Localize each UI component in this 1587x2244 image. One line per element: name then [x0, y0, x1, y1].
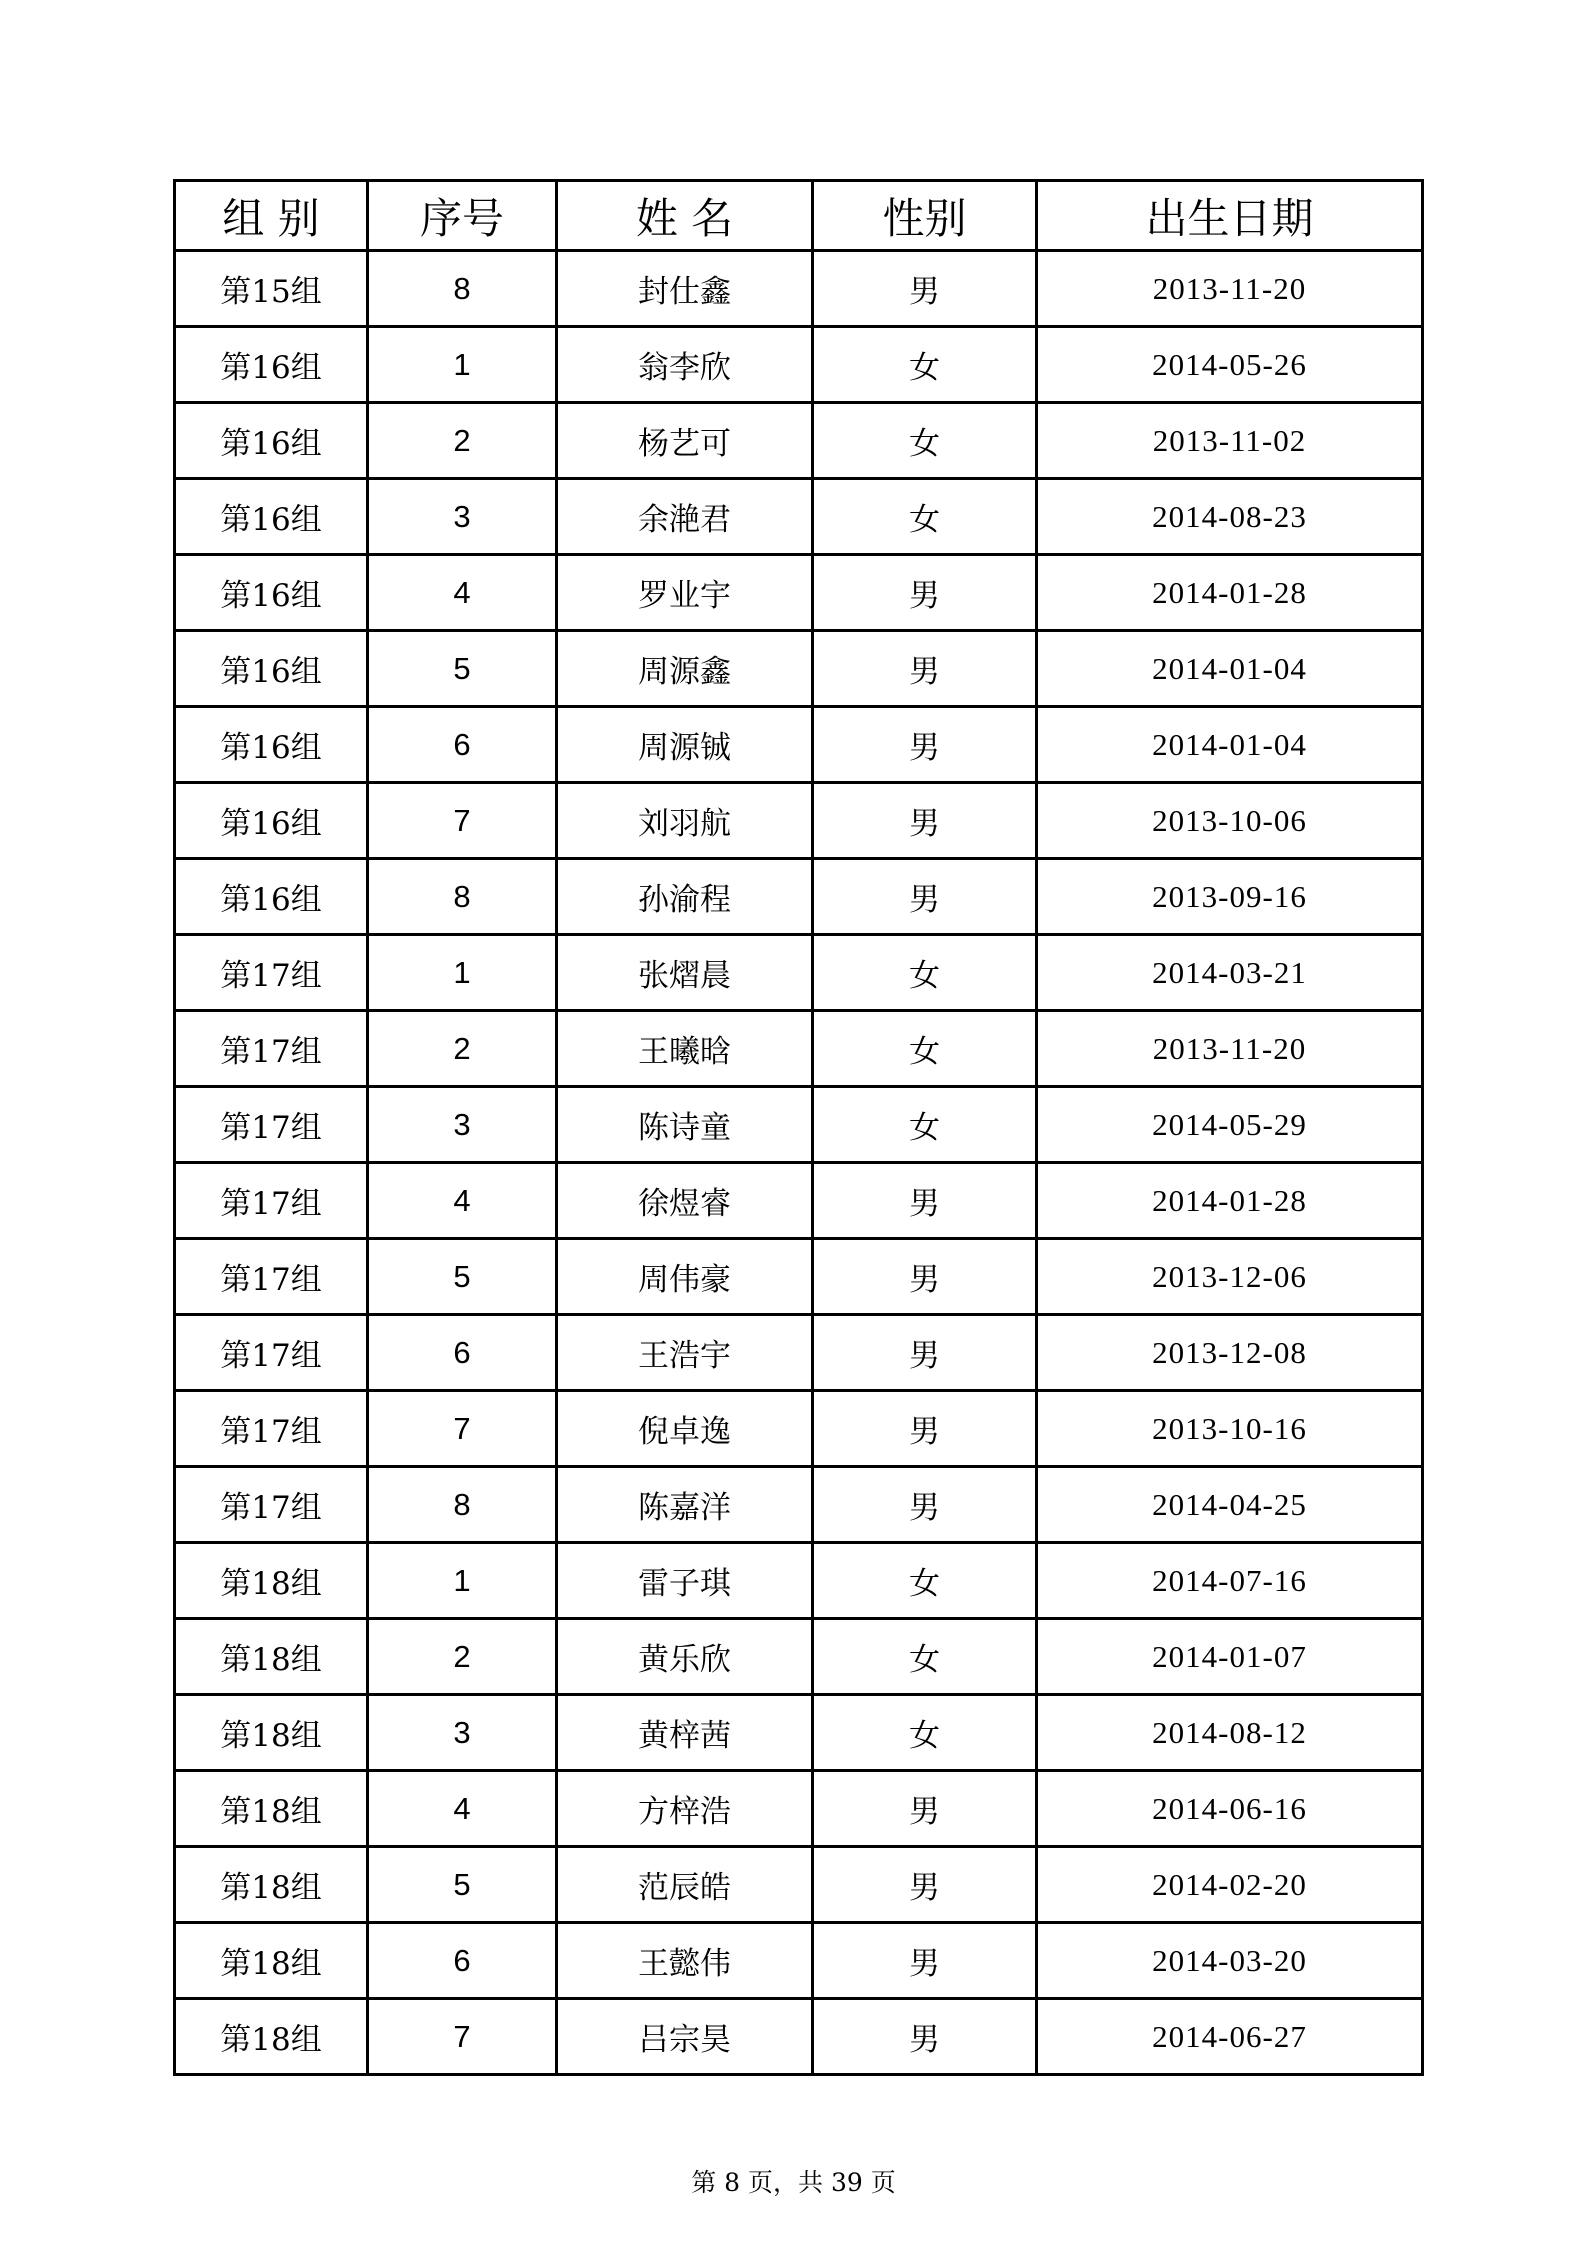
cell-seq: 7 [368, 1391, 557, 1467]
cell-birth-date: 2014-01-04 [1037, 631, 1423, 707]
cell-group: 第16组 [175, 403, 368, 479]
cell-name: 张熠晨 [557, 935, 813, 1011]
cell-name: 陈诗童 [557, 1087, 813, 1163]
cell-group: 第16组 [175, 631, 368, 707]
table-body [175, 251, 1423, 2075]
cell-group: 第15组 [175, 251, 368, 327]
cell-gender: 男 [813, 251, 1037, 327]
cell-gender: 女 [813, 1011, 1037, 1087]
cell-birth-date: 2013-09-16 [1037, 859, 1423, 935]
table-row [175, 859, 1423, 935]
table-row [175, 1771, 1423, 1847]
cell-birth-date: 2014-01-07 [1037, 1619, 1423, 1695]
cell-birth-date: 2014-08-12 [1037, 1695, 1423, 1771]
table-row [175, 1163, 1423, 1239]
table-row [175, 935, 1423, 1011]
cell-name: 黄乐欣 [557, 1619, 813, 1695]
cell-birth-date: 2013-10-16 [1037, 1391, 1423, 1467]
cell-seq: 3 [368, 1695, 557, 1771]
cell-birth-date: 2014-04-25 [1037, 1467, 1423, 1543]
cell-seq: 3 [368, 479, 557, 555]
table-row [175, 1619, 1423, 1695]
cell-seq: 5 [368, 1847, 557, 1923]
cell-seq: 2 [368, 1619, 557, 1695]
cell-seq: 4 [368, 555, 557, 631]
cell-gender: 男 [813, 1847, 1037, 1923]
cell-gender: 男 [813, 555, 1037, 631]
cell-gender: 女 [813, 479, 1037, 555]
cell-birth-date: 2013-12-08 [1037, 1315, 1423, 1391]
cell-name: 周伟豪 [557, 1239, 813, 1315]
cell-name: 王浩宇 [557, 1315, 813, 1391]
cell-name: 雷子琪 [557, 1543, 813, 1619]
cell-group: 第16组 [175, 783, 368, 859]
table-row [175, 1999, 1423, 2075]
cell-name: 刘羽航 [557, 783, 813, 859]
cell-group: 第17组 [175, 1467, 368, 1543]
cell-birth-date: 2014-03-20 [1037, 1923, 1423, 1999]
cell-seq: 8 [368, 1467, 557, 1543]
cell-group: 第17组 [175, 1087, 368, 1163]
cell-name: 孙渝程 [557, 859, 813, 935]
cell-gender: 男 [813, 1923, 1037, 1999]
cell-name: 黄梓茜 [557, 1695, 813, 1771]
cell-group: 第16组 [175, 859, 368, 935]
cell-gender: 男 [813, 631, 1037, 707]
cell-birth-date: 2014-06-27 [1037, 1999, 1423, 2075]
cell-group: 第18组 [175, 1999, 368, 2075]
cell-gender: 女 [813, 1087, 1037, 1163]
cell-birth-date: 2013-10-06 [1037, 783, 1423, 859]
cell-birth-date: 2014-03-21 [1037, 935, 1423, 1011]
cell-gender: 女 [813, 327, 1037, 403]
cell-birth-date: 2014-05-26 [1037, 327, 1423, 403]
cell-seq: 8 [368, 859, 557, 935]
cell-seq: 4 [368, 1771, 557, 1847]
cell-seq: 1 [368, 1543, 557, 1619]
cell-gender: 女 [813, 1619, 1037, 1695]
cell-birth-date: 2014-08-23 [1037, 479, 1423, 555]
cell-birth-date: 2014-01-28 [1037, 1163, 1423, 1239]
header-seq: 序号 [368, 181, 557, 251]
cell-gender: 男 [813, 1999, 1037, 2075]
cell-gender: 男 [813, 1391, 1037, 1467]
cell-name: 倪卓逸 [557, 1391, 813, 1467]
table-row [175, 1315, 1423, 1391]
cell-name: 罗业宇 [557, 555, 813, 631]
table-row [175, 403, 1423, 479]
table-row [175, 631, 1423, 707]
table-row [175, 1011, 1423, 1087]
header-row [175, 181, 1423, 251]
cell-gender: 女 [813, 1543, 1037, 1619]
cell-birth-date: 2014-07-16 [1037, 1543, 1423, 1619]
cell-name: 王懿伟 [557, 1923, 813, 1999]
cell-birth-date: 2014-06-16 [1037, 1771, 1423, 1847]
table-row [175, 1923, 1423, 1999]
table-row [175, 555, 1423, 631]
table-row [175, 783, 1423, 859]
table-row [175, 251, 1423, 327]
page-footer: 第 8 页，共 39 页 [691, 2168, 896, 2197]
cell-gender: 男 [813, 707, 1037, 783]
cell-group: 第17组 [175, 935, 368, 1011]
cell-group: 第17组 [175, 1239, 368, 1315]
cell-name: 周源铖 [557, 707, 813, 783]
table-header [175, 181, 1423, 251]
cell-name: 徐煜睿 [557, 1163, 813, 1239]
cell-birth-date: 2013-11-20 [1037, 1011, 1423, 1087]
cell-name: 翁李欣 [557, 327, 813, 403]
cell-name: 余滟君 [557, 479, 813, 555]
cell-birth-date: 2014-02-20 [1037, 1847, 1423, 1923]
cell-name: 封仕鑫 [557, 251, 813, 327]
cell-group: 第17组 [175, 1163, 368, 1239]
cell-group: 第16组 [175, 707, 368, 783]
roster-table [173, 179, 1424, 2076]
cell-seq: 7 [368, 783, 557, 859]
cell-group: 第16组 [175, 555, 368, 631]
cell-birth-date: 2014-01-04 [1037, 707, 1423, 783]
table-row [175, 1391, 1423, 1467]
cell-birth-date: 2013-11-20 [1037, 251, 1423, 327]
cell-gender: 男 [813, 1239, 1037, 1315]
cell-group: 第16组 [175, 327, 368, 403]
cell-group: 第17组 [175, 1315, 368, 1391]
table-row [175, 1087, 1423, 1163]
header-birth-date: 出生日期 [1037, 181, 1423, 251]
cell-group: 第18组 [175, 1847, 368, 1923]
cell-birth-date: 2013-12-06 [1037, 1239, 1423, 1315]
cell-birth-date: 2014-01-28 [1037, 555, 1423, 631]
cell-seq: 2 [368, 1011, 557, 1087]
header-group: 组 别 [175, 181, 368, 251]
cell-group: 第18组 [175, 1923, 368, 1999]
cell-group: 第18组 [175, 1543, 368, 1619]
cell-gender: 男 [813, 1467, 1037, 1543]
cell-name: 王曦晗 [557, 1011, 813, 1087]
cell-seq: 7 [368, 1999, 557, 2075]
table-row [175, 1239, 1423, 1315]
cell-seq: 6 [368, 707, 557, 783]
table-row [175, 1695, 1423, 1771]
cell-seq: 1 [368, 327, 557, 403]
cell-gender: 女 [813, 403, 1037, 479]
header-name: 姓 名 [557, 181, 813, 251]
cell-gender: 男 [813, 859, 1037, 935]
cell-seq: 3 [368, 1087, 557, 1163]
cell-gender: 女 [813, 1695, 1037, 1771]
cell-gender: 女 [813, 935, 1037, 1011]
cell-seq: 2 [368, 403, 557, 479]
cell-birth-date: 2014-05-29 [1037, 1087, 1423, 1163]
cell-seq: 6 [368, 1315, 557, 1391]
table-row [175, 1467, 1423, 1543]
table-row [175, 707, 1423, 783]
cell-birth-date: 2013-11-02 [1037, 403, 1423, 479]
cell-group: 第18组 [175, 1695, 368, 1771]
cell-seq: 6 [368, 1923, 557, 1999]
cell-gender: 男 [813, 1315, 1037, 1391]
cell-gender: 男 [813, 783, 1037, 859]
cell-group: 第17组 [175, 1011, 368, 1087]
cell-group: 第16组 [175, 479, 368, 555]
header-gender: 性别 [813, 181, 1037, 251]
cell-name: 陈嘉洋 [557, 1467, 813, 1543]
cell-group: 第18组 [175, 1619, 368, 1695]
cell-name: 杨艺可 [557, 403, 813, 479]
cell-name: 周源鑫 [557, 631, 813, 707]
cell-group: 第18组 [175, 1771, 368, 1847]
table-row [175, 1543, 1423, 1619]
table-row [175, 1847, 1423, 1923]
cell-name: 范辰皓 [557, 1847, 813, 1923]
cell-seq: 8 [368, 251, 557, 327]
cell-seq: 1 [368, 935, 557, 1011]
table-row [175, 327, 1423, 403]
cell-seq: 5 [368, 1239, 557, 1315]
cell-gender: 男 [813, 1771, 1037, 1847]
cell-name: 吕宗昊 [557, 1999, 813, 2075]
cell-name: 方梓浩 [557, 1771, 813, 1847]
table-row [175, 479, 1423, 555]
cell-gender: 男 [813, 1163, 1037, 1239]
cell-seq: 5 [368, 631, 557, 707]
cell-group: 第17组 [175, 1391, 368, 1467]
cell-seq: 4 [368, 1163, 557, 1239]
